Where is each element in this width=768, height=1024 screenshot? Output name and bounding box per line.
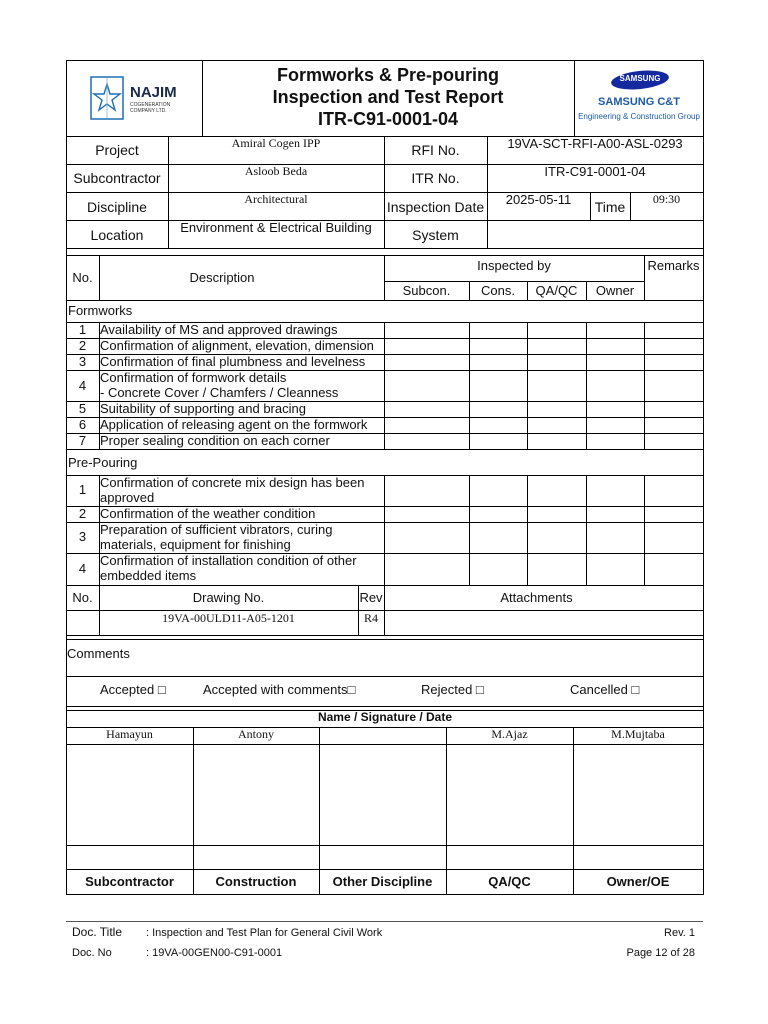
- row-description: Confirmation of alignment, elevation, dimension: [100, 338, 374, 353]
- accepted-checkbox[interactable]: Accepted □: [100, 682, 166, 697]
- najim-logo: [90, 76, 200, 124]
- report-title-line2: Inspection and Test Report: [272, 87, 504, 107]
- prepouring-section-label: Pre-Pouring: [68, 455, 138, 470]
- drawing-rev-value: R4: [363, 611, 378, 625]
- row-description: Confirmation of the weather condition: [100, 506, 316, 521]
- location-label: Location: [90, 227, 144, 243]
- doc-title-value: : Inspection and Test Plan for General Civil Work: [146, 927, 383, 939]
- row-no: 4: [78, 378, 87, 393]
- row-description: Application of releasing agent on the formwork: [100, 417, 368, 432]
- samsung-logo: [578, 70, 700, 130]
- subcontractor-value: Asloob Beda: [244, 164, 308, 178]
- najim-sub1: COGENERATION: [130, 102, 171, 108]
- col-qaqc-header: QA/QC: [535, 283, 578, 298]
- accepted-with-comments-checkbox[interactable]: Accepted with comments□: [203, 682, 356, 697]
- samsung-sub: Engineering & Construction Group: [578, 112, 700, 121]
- report-title-line3: ITR-C91-0001-04: [317, 109, 459, 129]
- col-subcon-header: Subcon.: [402, 283, 451, 298]
- col-inspected-by-header: Inspected by: [477, 258, 551, 273]
- signer-name-subcontractor: Hamayun: [106, 727, 153, 741]
- inspection-date-label: Inspection Date: [386, 199, 485, 215]
- col-remarks-header: Remarks: [647, 258, 700, 273]
- system-label: System: [412, 227, 459, 243]
- row-description-line2: approved: [100, 490, 155, 505]
- row-description: Preparation of sufficient vibrators, curing: [100, 522, 333, 537]
- itr-label: ITR No.: [411, 170, 460, 186]
- row-description: Availability of MS and approved drawings: [100, 322, 338, 337]
- role-subcontractor: Subcontractor: [85, 874, 174, 889]
- location-value: Environment & Electrical Building: [180, 220, 372, 235]
- formworks-section-label: Formworks: [68, 303, 133, 318]
- row-no: 2: [78, 338, 87, 353]
- samsung-brand: SAMSUNG: [619, 74, 661, 83]
- subcontractor-label: Subcontractor: [73, 170, 161, 186]
- row-no: 1: [78, 322, 87, 337]
- cancelled-checkbox[interactable]: Cancelled □: [570, 682, 640, 697]
- row-description: Confirmation of final plumbness and levelness: [100, 354, 366, 369]
- drawing-rev-header: Rev: [359, 590, 383, 605]
- najim-name: NAJIM: [130, 84, 177, 101]
- signer-name-construction: Antony: [238, 727, 274, 741]
- time-value: 09:30: [652, 192, 681, 206]
- comments-label: Comments: [67, 646, 130, 661]
- col-owner-header: Owner: [595, 283, 635, 298]
- row-no: 7: [78, 433, 87, 448]
- drawing-number-header: Drawing No.: [192, 590, 265, 605]
- row-description: Confirmation of concrete mix design has been: [100, 475, 365, 490]
- row-no: 1: [78, 482, 87, 497]
- najim-sub2: COMPANY LTD.: [130, 108, 167, 114]
- role-owner: Owner/OE: [606, 874, 670, 889]
- role-qaqc: QA/QC: [488, 874, 531, 889]
- doc-rev: Rev. 1: [664, 927, 695, 939]
- col-no-header: No.: [72, 270, 93, 285]
- role-other-discipline: Other Discipline: [332, 874, 433, 889]
- row-description: Suitability of supporting and bracing: [100, 401, 306, 416]
- signature-title: Name / Signature / Date: [317, 710, 453, 724]
- row-description: Proper sealing condition on each corner: [100, 433, 330, 448]
- row-no: 3: [78, 354, 87, 369]
- drawing-attachments-header: Attachments: [500, 590, 573, 605]
- row-description-line2: materials, equipment for finishing: [100, 537, 291, 552]
- inspection-date-value: 2025-05-11: [505, 192, 572, 207]
- rfi-label: RFI No.: [411, 142, 460, 158]
- row-no: 2: [78, 506, 87, 521]
- samsung-name: SAMSUNG C&T: [598, 96, 680, 108]
- row-description-line2: - Concrete Cover / Chamfers / Cleanness: [100, 385, 339, 400]
- role-construction: Construction: [215, 874, 297, 889]
- rejected-checkbox[interactable]: Rejected □: [421, 682, 484, 697]
- signer-name-owner: M.Mujtaba: [611, 727, 665, 741]
- doc-no-label: Doc. No: [72, 947, 112, 959]
- page-number: Page 12 of 28: [626, 947, 695, 959]
- discipline-value: Architectural: [244, 192, 308, 206]
- project-value: Amiral Cogen IPP: [231, 136, 321, 150]
- row-no: 4: [78, 561, 87, 576]
- signer-name-qaqc: M.Ajaz: [491, 727, 528, 741]
- drawing-no-header: No.: [72, 590, 93, 605]
- drawing-number-value: 19VA-00ULD11-A05-1201: [162, 611, 295, 625]
- row-no: 3: [78, 529, 87, 544]
- rfi-value: 19VA-SCT-RFI-A00-ASL-0293: [507, 136, 683, 151]
- time-label: Time: [594, 199, 626, 215]
- report-title-line1: Formworks & Pre-pouring: [276, 65, 500, 85]
- col-cons-header: Cons.: [481, 283, 515, 298]
- itr-value: ITR-C91-0001-04: [544, 164, 646, 179]
- doc-title-label: Doc. Title: [72, 925, 123, 939]
- najim-star-icon: [90, 76, 124, 120]
- doc-no-value: : 19VA-00GEN00-C91-0001: [146, 947, 283, 959]
- row-description: Confirmation of installation condition of other: [100, 553, 357, 568]
- project-label: Project: [95, 142, 139, 158]
- row-no: 6: [78, 417, 87, 432]
- row-no: 5: [78, 401, 87, 416]
- col-description-header: Description: [189, 270, 255, 285]
- row-description-line2: embedded items: [100, 568, 197, 583]
- row-description: Confirmation of formwork details: [100, 370, 287, 385]
- discipline-label: Discipline: [87, 199, 147, 215]
